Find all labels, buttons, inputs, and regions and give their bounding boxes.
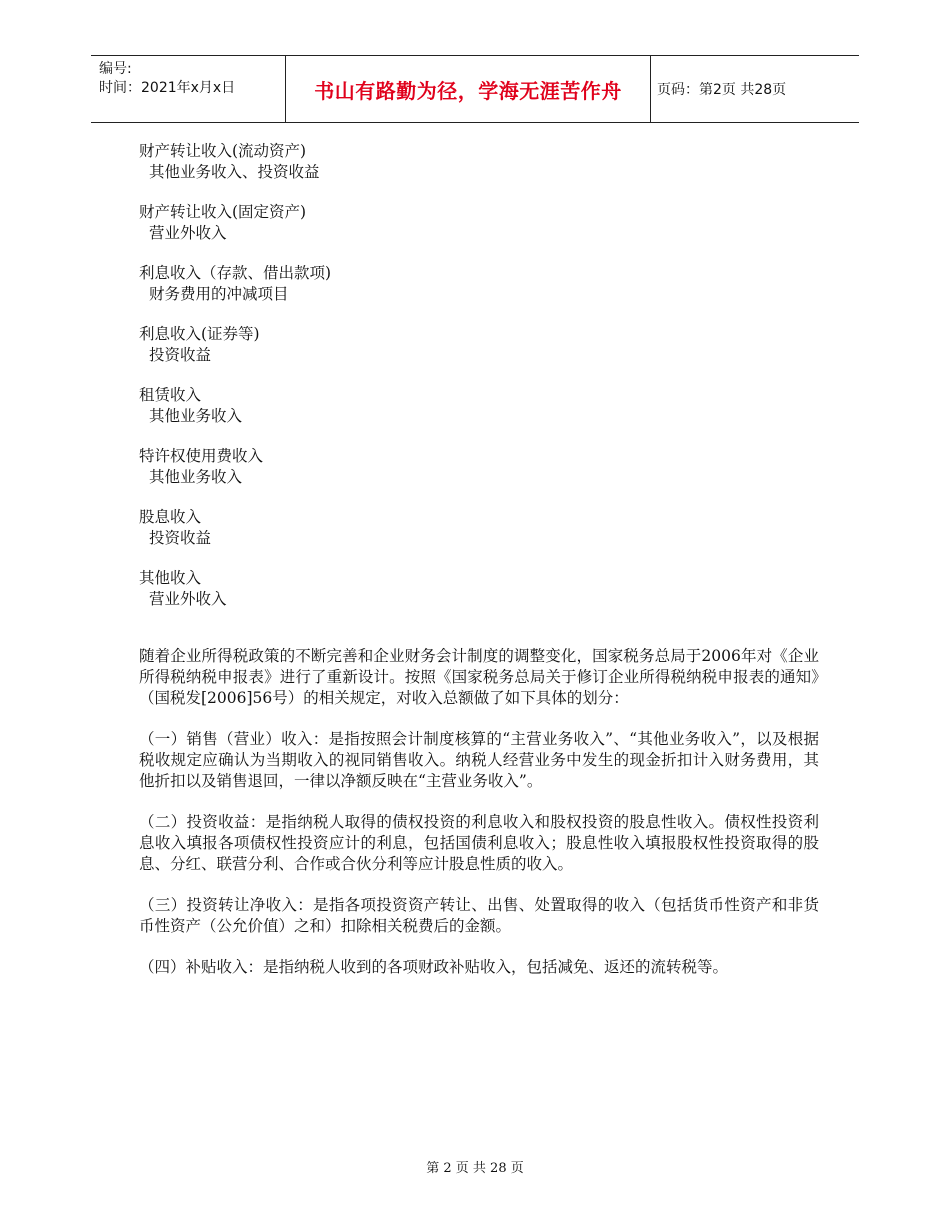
header-page-number: 页码：第2页 共28页 — [657, 82, 787, 98]
income-entry-account: 其他业务收入 — [149, 407, 243, 425]
document-time-label: 时间：2021年x月x日 — [99, 80, 236, 96]
income-entry-title: 财产转让收入(固定资产) — [139, 203, 307, 221]
footer-page-number: 第 2 页 共 28 页 — [426, 1161, 524, 1176]
income-entry-title: 其他收入 — [139, 569, 202, 587]
document-number-label: 编号: — [99, 61, 132, 77]
header-motto-cell — [285, 56, 651, 122]
body-paragraph-subsidy-income: （四）补贴收入：是指纳税人收到的各项财政补贴收入，包括减免、返还的流转税等。 — [139, 958, 729, 976]
body-paragraph-investment-income: （二）投资收益：是指纳税人取得的债权投资的利息收入和股权投资的股息性收入。债权性投资利息收入填报各项债权性投资应计的利息，包括国债利息收入；股息性收入填报股权性投资取得的股息、分红、联营分利、合作或合伙分利等应计股息性质的收入。 — [139, 813, 819, 873]
income-entry — [139, 324, 819, 366]
income-entry — [139, 446, 819, 488]
header-motto: 书山有路勤为径，学海无涯苦作舟 — [314, 78, 622, 103]
income-entry-title: 股息收入 — [139, 508, 202, 526]
income-entry-title: 利息收入(证券等) — [139, 325, 260, 343]
body-paragraph-intro: 随着企业所得税政策的不断完善和企业财务会计制度的调整变化，国家税务总局于2006年对《企业所得税纳税申报表》进行了重新设计。按照《国家税务总局关于修订企业所得税纳税申报表的通知》（国税发[2006]56号）的相关规定，对收入总额做了如下具体的划分： — [139, 647, 819, 707]
page-header — [91, 55, 859, 123]
body-paragraph-investment-transfer: （三）投资转让净收入：是指各项投资资产转让、出售、处置取得的收入（包括货币性资产和非货币性资产（公允价值）之和）扣除相关税费后的金额。 — [139, 896, 819, 935]
income-entry-account: 其他业务收入 — [149, 468, 243, 486]
income-entry-account: 投资收益 — [149, 346, 212, 364]
page-footer — [0, 1157, 950, 1176]
income-entry — [139, 385, 819, 427]
income-entry — [139, 568, 819, 610]
income-entry — [139, 507, 819, 549]
income-entry-account: 投资收益 — [149, 529, 212, 547]
header-page-info — [657, 56, 857, 122]
income-entry-account: 营业外收入 — [149, 224, 227, 242]
income-entry-title: 利息收入（存款、借出款项) — [139, 264, 332, 282]
income-entry-title: 租赁收入 — [139, 386, 202, 404]
income-entry-title: 特许权使用费收入 — [139, 447, 264, 465]
income-entry — [139, 263, 819, 305]
income-entry-account: 营业外收入 — [149, 590, 227, 608]
body-paragraph-sales-income: （一）销售（营业）收入：是指按照会计制度核算的“主营业务收入”、“其他业务收入”，以及根据税收规定应确认为当期收入的视同销售收入。纳税人经营业务中发生的现金折扣计入财务费用，其他折扣以及销售退回，一律以净额反映在“主营业务收入”。 — [139, 730, 819, 790]
income-entry-account: 其他业务收入、投资收益 — [149, 163, 320, 181]
income-entry-title: 财产转让收入(流动资产) — [139, 142, 307, 160]
document-body — [139, 141, 819, 998]
income-entry-account: 财务费用的冲减项目 — [149, 285, 289, 303]
income-entry — [139, 202, 819, 244]
income-entry — [139, 141, 819, 183]
header-info — [99, 56, 279, 126]
